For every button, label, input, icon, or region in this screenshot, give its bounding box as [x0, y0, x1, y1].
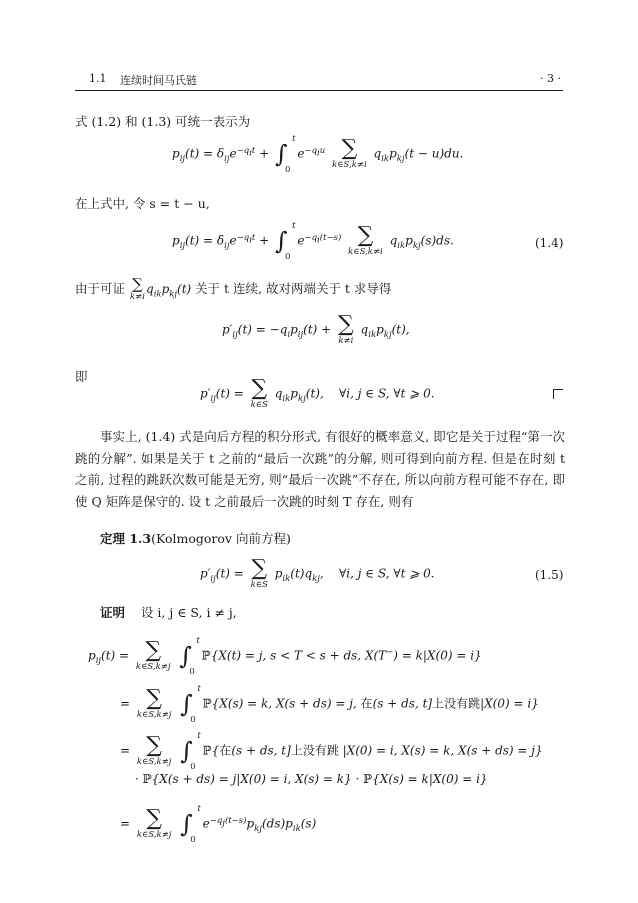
proof-step-3: = ∑ k∈S,k≠j ∫ t 0 ℙ{在(s + ds, t]上没有跳 |X(0) = i, X(s) = k, X(s + ds) = j}: [120, 731, 543, 772]
equation-integral-form: $p_{ij}(t) = \delta_{ij}e^{-q_it}$ + ∫ t 0 $e^{-q_iu}$ ∑ k∈S,k≠i $q_{ik}p_{kj}(t - u)du$.: [172, 134, 464, 175]
equation-1-4: $p_{ij}(t) = \delta_{ij}e^{-q_it}$ + ∫ t 0 $e^{-q_i(t-s)}$ ∑ k∈S,k≠i $q_{ik}p_{kj}(s)ds$.: [172, 221, 454, 262]
text-line-3: [75, 277, 391, 303]
theorem-heading: [100, 530, 291, 548]
section-title: 连续时间马氏链: [120, 74, 197, 87]
text-line-3-end: 关于 t 连续, 故对两端关于 t 求导得: [195, 281, 392, 296]
text-line-1: 式 (1.2) 和 (1.3) 可统一表示为: [75, 114, 251, 129]
equation-number-1-5: (1.5): [535, 568, 564, 582]
theorem-label: 定理 1.3: [100, 531, 152, 546]
equation-1-5: $p'_{ij}(t)$ = ∑ k∈S $p_{ik}(t)q_{kj}$, ∀i, j ∈ S, ∀t ⩾ 0.: [200, 556, 435, 590]
text-line-2: 在上式中, 令 s = t − u,: [75, 196, 210, 211]
inline-sum: ∑ k≠i $q_{ik}p_{kj}(t)$: [130, 275, 196, 302]
page-number: · 3 ·: [540, 72, 561, 85]
proof-step-2: = ∑ k∈S,k≠j ∫ t 0 ℙ{X(s) = k, X(s + ds) = j, 在(s + ds, t]上没有跳|X(0) = i}: [120, 684, 539, 725]
text-line-4: 即: [75, 369, 88, 384]
proof-step-5: = ∑ k∈S,k≠j ∫ t 0 $e^{-q_j(t-s)}p_{kj}(ds)p_{ik}(s)$: [120, 804, 317, 845]
proof-step-1: $p_{ij}(t)$ = ∑ k∈S,k≠j ∫ t 0 ℙ{X(t) = j, s < T < s + ds, X(T−) = k|X(0) = i}: [88, 636, 482, 677]
paragraph-interpretation: 事实上, (1.4) 式是向后方程的积分形式, 有很好的概率意义, 即它是关于过程“第一次跳的分解”. 如果是关于 t 之前的“最后一次跳”的分解, 则可得到向前方程. 但是在时刻 t 之前, 过程的跳跃次数可能是无穷, 则“最后一次跳”不存在, 所以向前方程可能不存在, 即使 Q 矩阵是保守的. 设 t 之前最后一次跳的时刻 T 存在, 则有: [75, 429, 565, 509]
text-line-3-start: 由于可证: [75, 281, 126, 296]
proof-label: 证明: [100, 605, 126, 620]
running-header: [75, 70, 563, 91]
equation-derivative: $p'_{ij}(t) = -q_ip_{ij}(t)$ + ∑ k≠i $q_{ik}p_{kj}(t)$,: [222, 312, 410, 346]
equation-backward: $p'_{ij}(t)$ = ∑ k∈S $q_{ik}p_{kj}(t)$, ∀i, j ∈ S, ∀t ⩾ 0.: [200, 376, 435, 410]
section-number: 1.1: [89, 72, 107, 85]
proof-text: 设 i, j ∈ S, i ≠ j,: [140, 605, 237, 620]
proof-line: [100, 604, 237, 622]
theorem-title: (Kolmogorov 向前方程): [151, 531, 291, 546]
equation-number-1-4: (1.4): [535, 236, 564, 250]
end-mark: [553, 389, 563, 399]
proof-step-4: · ℙ{X(s + ds) = j|X(0) = i, X(s) = k} · ℙ{X(s) = k|X(0) = i}: [135, 772, 488, 786]
